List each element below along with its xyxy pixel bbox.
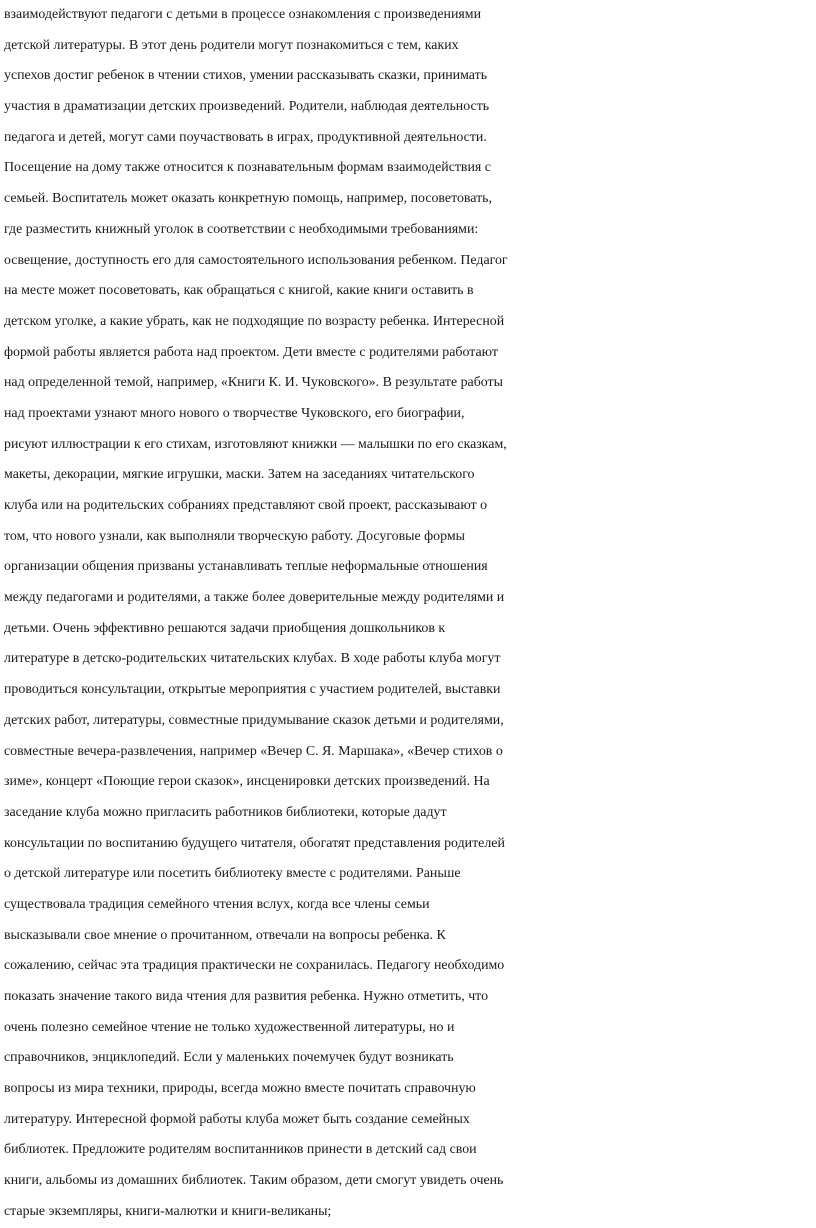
- text-line: детских работ, литературы, совместные придумывание сказок детьми и родителями,: [4, 712, 504, 728]
- text-line: формой работы является работа над проектом. Дети вместе с родителями работают: [4, 344, 498, 360]
- text-line: освещение, доступность его для самостоятельного использования ребенком. Педагог: [4, 252, 508, 268]
- text-line: проводиться консультации, открытые мероприятия с участием родителей, выставки: [4, 682, 501, 698]
- text-line: литературу. Интересной формой работы клуба может быть создание семейных: [4, 1111, 470, 1127]
- text-line: Посещение на дому также относится к познавательным формам взаимодействия с: [4, 160, 491, 176]
- body-text: [4, 0, 816, 1228]
- text-line: над определенной темой, например, «Книги К. И. Чуковского». В результате работы: [4, 375, 503, 391]
- text-line: взаимодействуют педагоги с детьми в процессе ознакомления с произведениями: [4, 7, 482, 22]
- text-line: организации общения призваны устанавливать теплые неформальные отношения: [4, 559, 488, 575]
- text-line: успехов достиг ребенок в чтении стихов, умении рассказывать сказки, принимать: [4, 68, 488, 84]
- text-line: совместные вечера-развлечения, например «Вечер С. Я. Маршака», «Вечер стихов о: [4, 743, 503, 759]
- text-line: на месте может посоветовать, как обращаться с книгой, какие книги оставить в: [4, 283, 474, 299]
- text-line: существовала традиция семейного чтения вслух, когда все члены семьи: [4, 896, 430, 912]
- text-line: детской литературы. В этот день родители могут познакомиться с тем, каких: [4, 37, 459, 53]
- text-line: над проектами узнают много нового о творчестве Чуковского, его биографии,: [4, 405, 465, 421]
- text-line: клуба или на родительских собраниях представляют свой проект, рассказывают о: [4, 498, 488, 513]
- text-line: участия в драматизации детских произведений. Родители, наблюдая деятельность: [4, 99, 490, 115]
- text-line: рисуют иллюстрации к его стихам, изготовляют книжки — малышки по его сказкам,: [4, 436, 507, 452]
- text-line: вопросы из мира техники, природы, всегда можно вместе почитать справочную: [4, 1081, 476, 1097]
- text-line: зиме», концерт «Поющие герои сказок», инсценировки детских произведений. На: [4, 774, 490, 790]
- text-line: том, что нового узнали, как выполняли творческую работу. Досуговые формы: [4, 528, 465, 544]
- text-line: сожалению, сейчас эта традиция практически не сохранилась. Педагогу необходимо: [4, 958, 505, 974]
- text-line: семьей. Воспитатель может оказать конкретную помощь, например, посоветовать,: [4, 191, 492, 207]
- text-line: книги, альбомы из домашних библиотек. Таким образом, дети смогут увидеть очень: [4, 1173, 504, 1189]
- text-line: где разместить книжный уголок в соответствии с необходимыми требованиями:: [4, 221, 479, 237]
- text-line: справочников, энциклопедий. Если у маленьких почемучек будут возникать: [4, 1050, 454, 1066]
- text-line: очень полезно семейное чтение не только художественной литературы, но и: [4, 1019, 455, 1035]
- text-line: заседание клуба можно пригласить работников библиотеки, которые дадут: [4, 804, 447, 820]
- text-line: педагога и детей, могут сами поучаствовать в играх, продуктивной деятельности.: [4, 129, 487, 145]
- text-line: между педагогами и родителями, а также более доверительные между родителями и: [4, 590, 505, 606]
- text-line: высказывали свое мнение о прочитанном, отвечали на вопросы ребенка. К: [4, 927, 446, 943]
- text-line: библиотек. Предложите родителям воспитанников принести в детский сад свои: [4, 1142, 477, 1158]
- text-line: о детской литературе или посетить библиотеку вместе с родителями. Раньше: [4, 866, 461, 882]
- document-page: [4, 0, 816, 1228]
- text-line: литературе в детско-родительских читательских клубах. В ходе работы клуба могут: [4, 651, 501, 667]
- text-line: старые экземпляры, книги-малютки и книги-великаны;: [4, 1203, 332, 1219]
- text-line: детьми. Очень эффективно решаются задачи приобщения дошкольников к: [4, 620, 446, 636]
- text-line: детском уголке, а какие убрать, как не подходящие по возрасту ребенка. Интересной: [4, 313, 505, 329]
- text-line: консультации по воспитанию будущего читателя, обогатят представления родителей: [4, 835, 505, 851]
- text-line: макеты, декорации, мягкие игрушки, маски. Затем на заседаниях читательского: [4, 467, 475, 483]
- text-line: показать значение такого вида чтения для развития ребенка. Нужно отметить, что: [4, 989, 489, 1004]
